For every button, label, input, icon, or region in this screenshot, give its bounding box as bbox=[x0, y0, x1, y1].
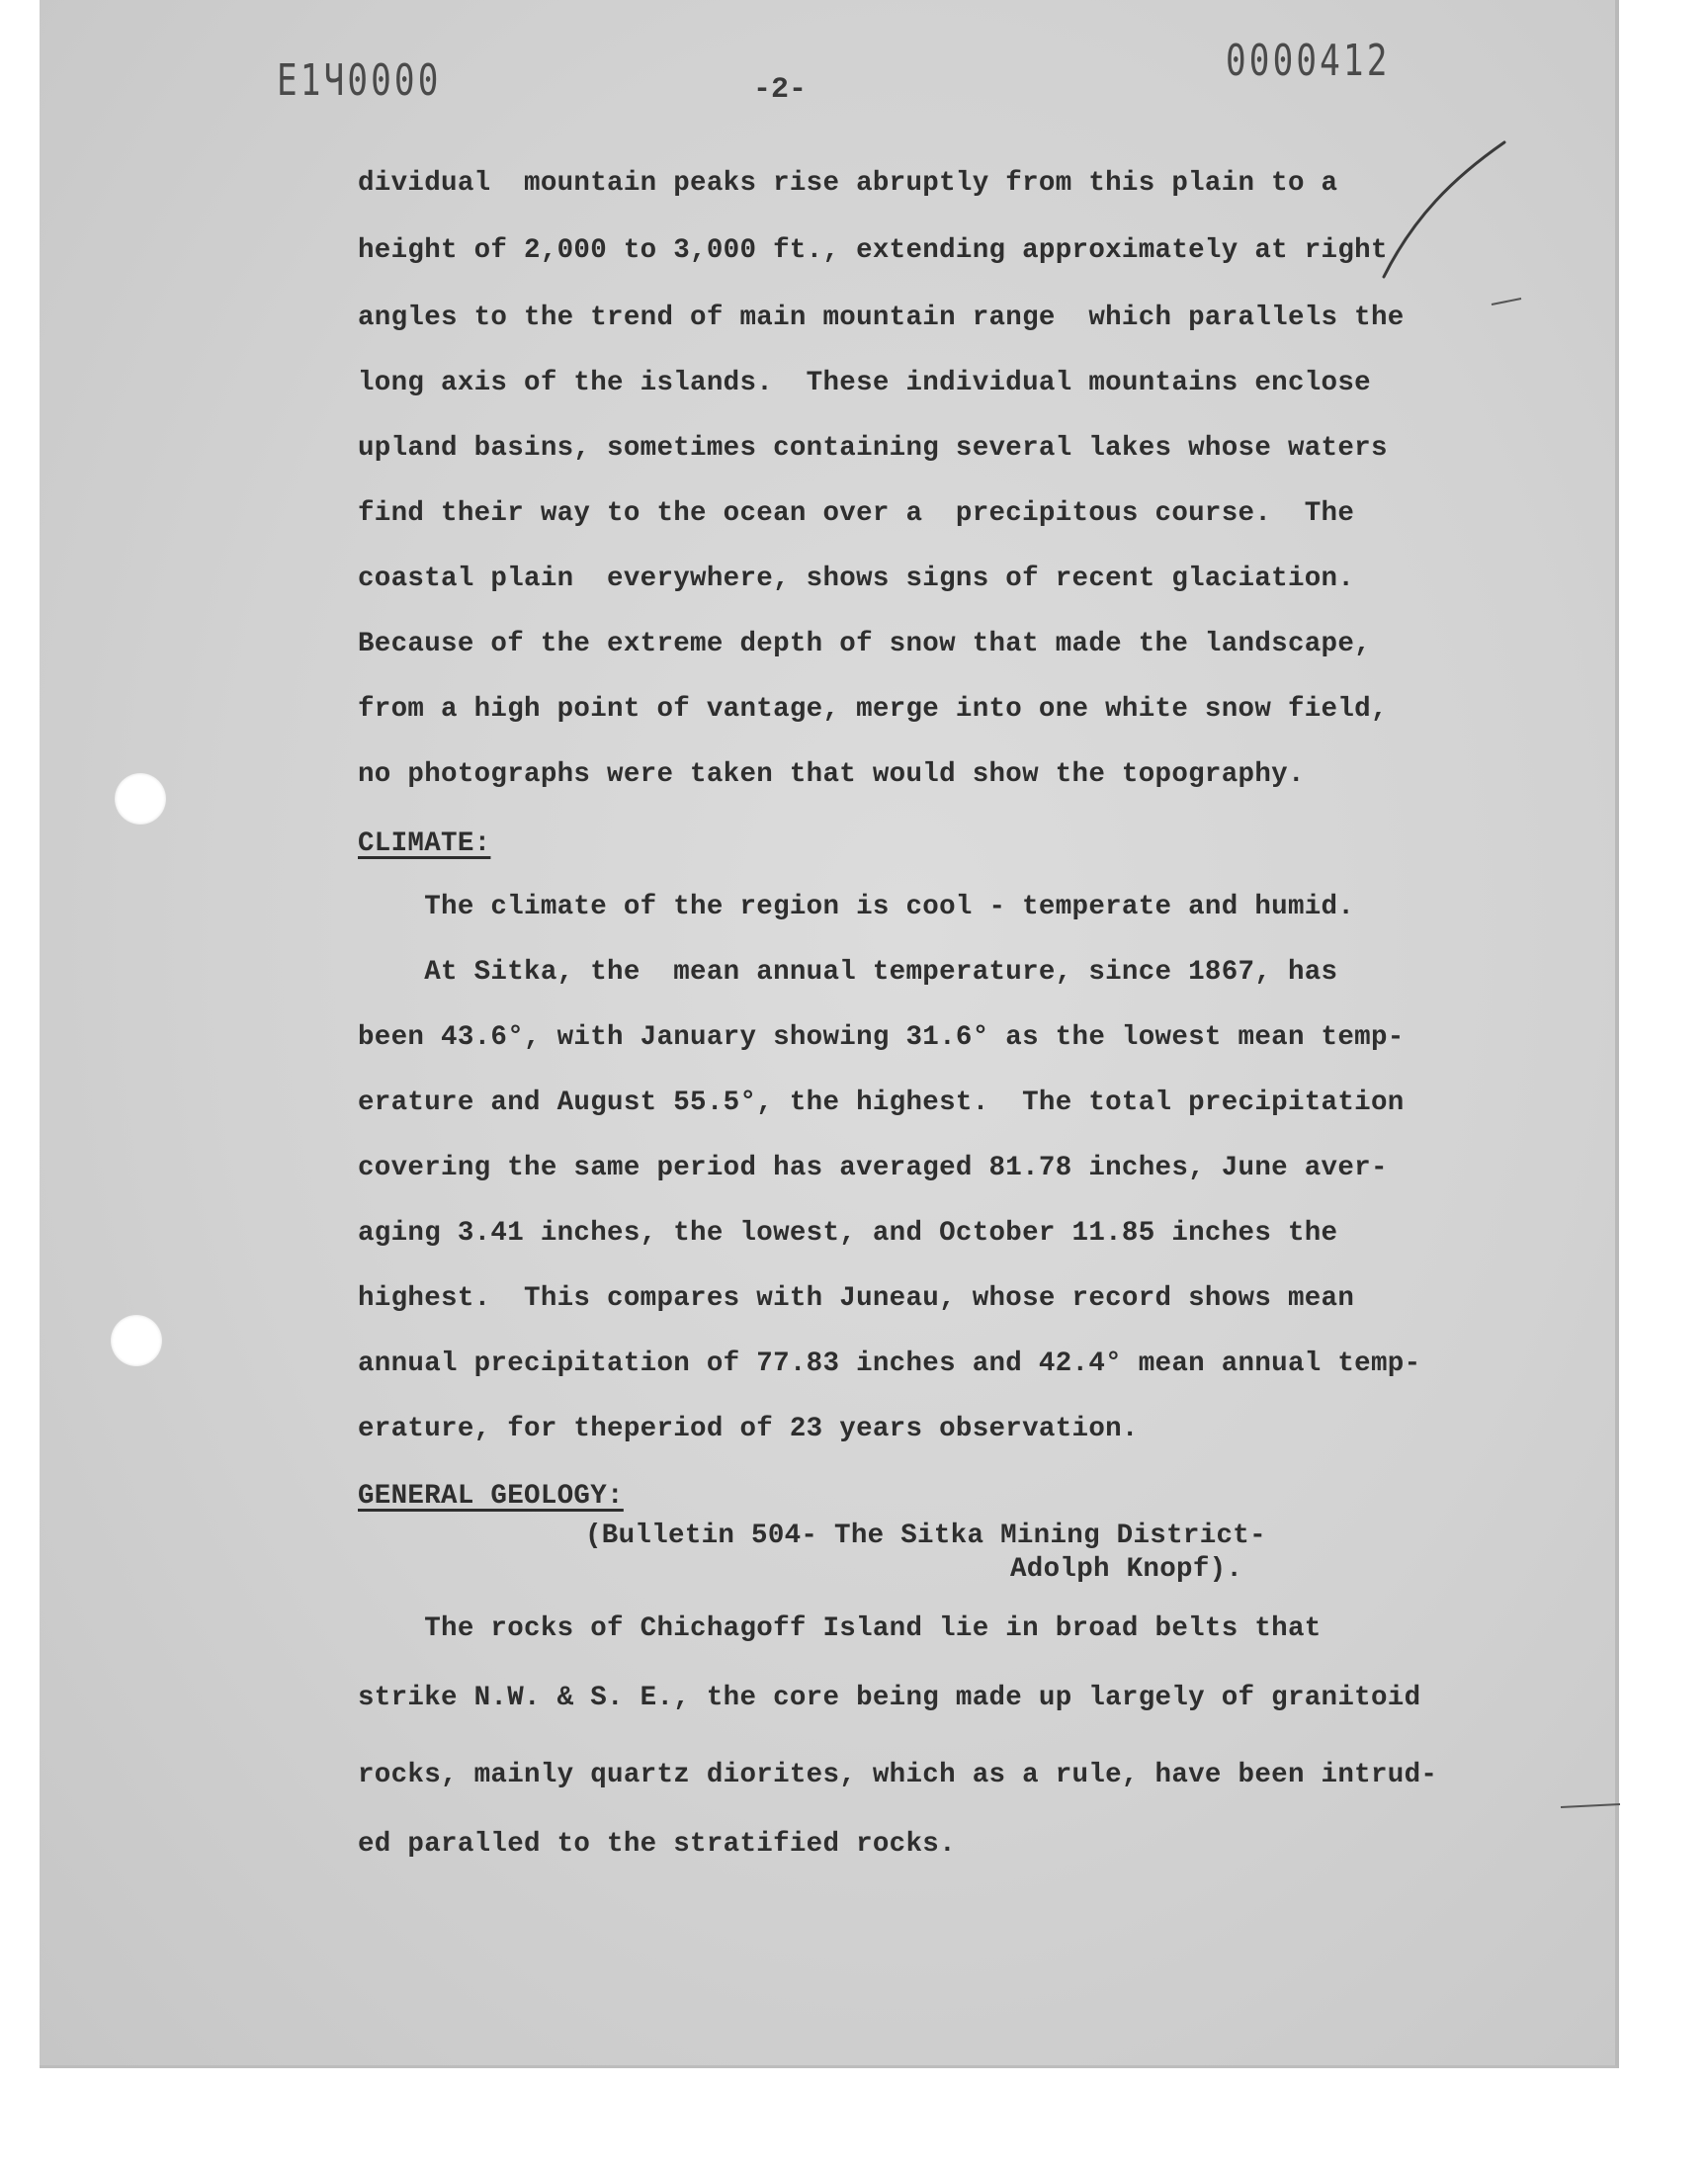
page-number: -2- bbox=[753, 73, 808, 107]
text-line: upland basins, sometimes containing several lakes whose waters bbox=[358, 433, 1388, 464]
pencil-tick-right bbox=[1488, 293, 1527, 312]
text-line: The rocks of Chichagoff Island lie in broad belts that bbox=[358, 1613, 1322, 1644]
stamp-number-right: 0000412 bbox=[1226, 36, 1391, 86]
text-line: rocks, mainly quartz diorites, which as a rule, have been intrud- bbox=[358, 1760, 1438, 1790]
text-line: highest. This compares with Juneau, whose record shows mean bbox=[358, 1283, 1355, 1314]
text-line: ed paralled to the stratified rocks. bbox=[358, 1829, 956, 1860]
text-line: find their way to the ocean over a precipitous course. The bbox=[358, 498, 1355, 529]
text-line: from a high point of vantage, merge into one white snow field, bbox=[358, 694, 1388, 725]
stamp-number-left: E1Ч0000 bbox=[277, 55, 442, 106]
punch-hole-upper bbox=[115, 773, 166, 825]
text-line: been 43.6°, with January showing 31.6° as the lowest mean temp- bbox=[358, 1022, 1405, 1053]
text-line: annual precipitation of 77.83 inches and 42.4° mean annual temp- bbox=[358, 1348, 1421, 1379]
geology-citation-line1: (Bulletin 504- The Sitka Mining District- bbox=[585, 1521, 1266, 1551]
pencil-tick-lower-right bbox=[1557, 1795, 1626, 1815]
text-line: aging 3.41 inches, the lowest, and October 11.85 inches the bbox=[358, 1218, 1338, 1249]
pencil-mark-top-right bbox=[1374, 129, 1512, 287]
text-line: The climate of the region is cool - temperate and humid. bbox=[358, 892, 1355, 922]
text-line: height of 2,000 to 3,000 ft., extending approximately at right bbox=[358, 235, 1388, 266]
text-line: erature, for theperiod of 23 years observation. bbox=[358, 1414, 1139, 1444]
text-line: long axis of the islands. These individual mountains enclose bbox=[358, 368, 1371, 398]
section-heading-climate: CLIMATE: bbox=[358, 828, 491, 859]
text-line: strike N.W. & S. E., the core being made up largely of granitoid bbox=[358, 1683, 1421, 1713]
punch-hole-lower bbox=[111, 1315, 162, 1366]
section-heading-general-geology: GENERAL GEOLOGY: bbox=[358, 1481, 624, 1512]
text-line: no photographs were taken that would show the topography. bbox=[358, 759, 1305, 790]
text-line: coastal plain everywhere, shows signs of recent glaciation. bbox=[358, 564, 1355, 594]
text-line: angles to the trend of main mountain range which parallels the bbox=[358, 303, 1405, 333]
text-line: Because of the extreme depth of snow that made the landscape, bbox=[358, 629, 1371, 659]
text-line: erature and August 55.5°, the highest. The total precipitation bbox=[358, 1088, 1405, 1118]
geology-citation-line2: Adolph Knopf). bbox=[1010, 1554, 1243, 1585]
text-line: covering the same period has averaged 81.78 inches, June aver- bbox=[358, 1153, 1388, 1183]
text-line: At Sitka, the mean annual temperature, since 1867, has bbox=[358, 957, 1338, 988]
text-line: dividual mountain peaks rise abruptly from this plain to a bbox=[358, 168, 1338, 199]
